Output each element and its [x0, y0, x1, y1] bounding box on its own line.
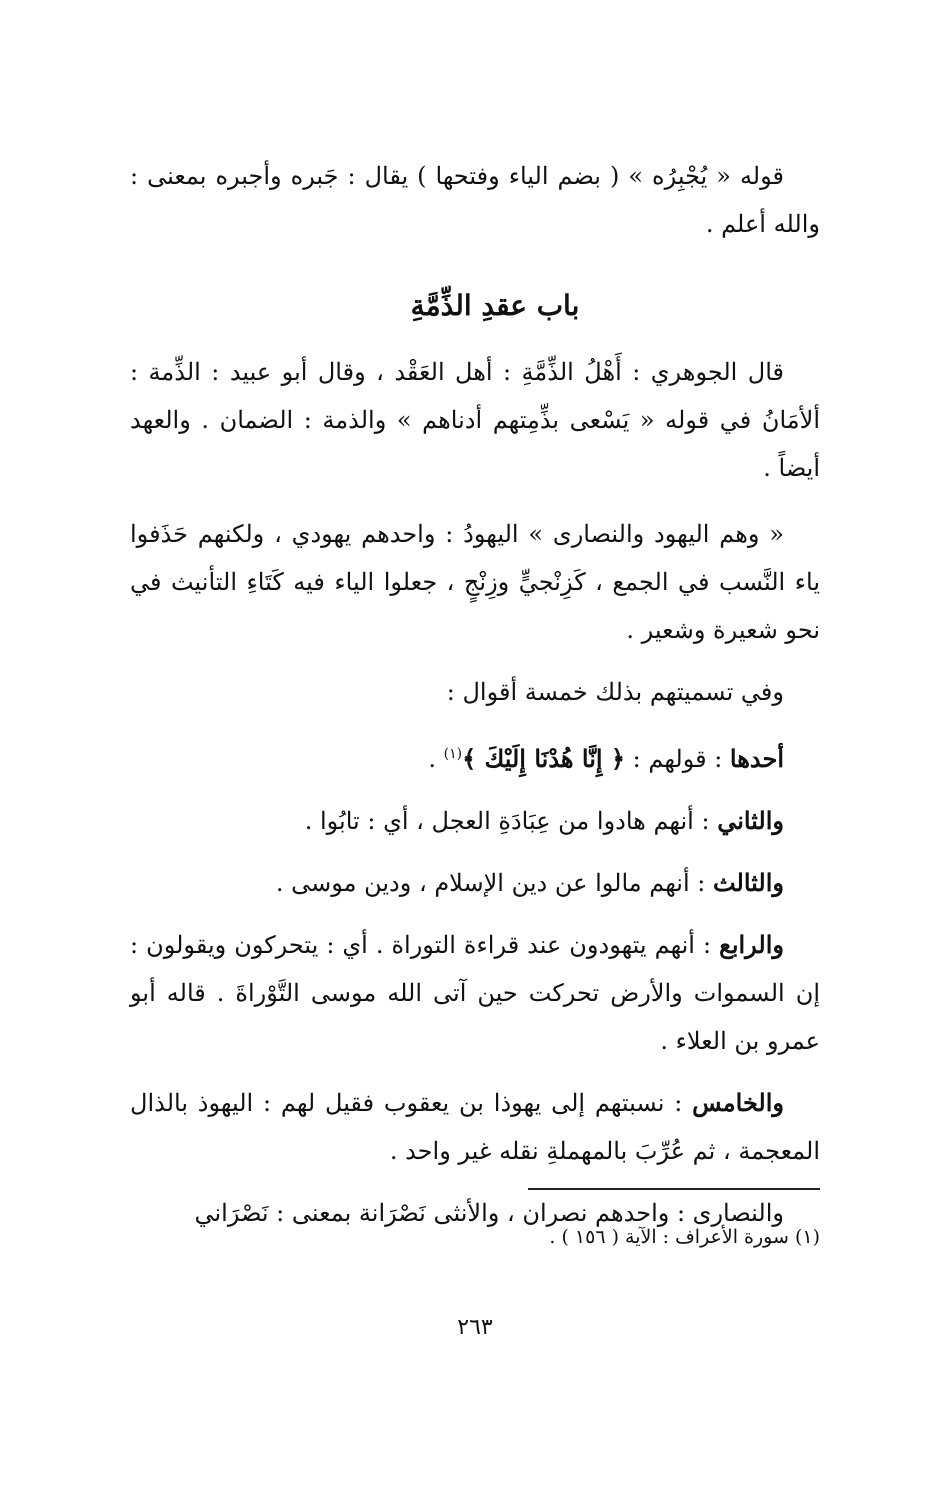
- fifth-saying-text: : نسبتهم إلى يهوذا بن يعقوب فقيل لهم : اليهوذ بالذال المعجمة ، ثم عُرِّبَ بالمهملةِ نقله غير واحد .: [130, 1089, 820, 1165]
- third-saying-label: والثالث: [712, 868, 784, 897]
- first-saying-label: أحدها: [729, 744, 784, 773]
- paragraph-five-sayings: وفي تسميتهم بذلك خمسة أقوال :: [446, 678, 784, 706]
- quran-verse: ﴿ إِنَّا هُدْنَا إِلَيْكَ ﴾: [462, 744, 626, 773]
- footnote-reference: (١): [443, 746, 463, 762]
- third-saying-text: : أنهم مالوا عن دين الإسلام ، ودين موسى .: [275, 869, 713, 897]
- first-saying-end: .: [428, 745, 444, 773]
- paragraph-jews-christians: « وهم اليهود والنصارى » اليهودُ : واحدهم يهودي ، ولكنهم حَذَفوا ياء النَّسب في الجمع ، كَزِنْجيٍّ وزِنْجٍ ، جعلوا الياء فيه كَتَاءِ التأنيث في نحو شعيرة وشعير .: [130, 520, 820, 644]
- fourth-saying-label: والرابع: [719, 930, 784, 959]
- paragraph-christians: والنصارى : واحدهم نصران ، والأنثى نَصْرَانة بمعنى : نَصْرَاني: [194, 1199, 784, 1227]
- fifth-saying-label: والخامس: [692, 1088, 784, 1117]
- paragraph-jawhari: قال الجوهري : أَهْلُ الذِّمَّةِ : أهل العَقْد ، وقال أبو عبيد : الذِّمة : ألأمَانُ في قوله « يَسْعى بذِّمِتهم أدناهم » والذمة : الضمان . والعهد أيضاً .: [130, 358, 820, 482]
- paragraph-fourth-saying: [130, 921, 820, 1065]
- paragraph-intro: قوله « يُجْبِرُه » ( بضم الياء وفتحها ) يقال : جَبره وأجبره بمعنى : والله أعلم .: [130, 162, 820, 238]
- second-saying-label: والثاني: [717, 806, 784, 835]
- footnote-divider: [528, 1188, 820, 1190]
- paragraph-first-saying: [130, 730, 820, 783]
- footnote: (١) سورة الأعراف : الآية ( ١٥٦ ) .: [549, 1226, 820, 1248]
- paragraph-third-saying: [130, 859, 820, 907]
- paragraph-fifth-saying: [130, 1079, 820, 1175]
- paragraph-second-saying: [130, 797, 820, 845]
- second-saying-text: : أنهم هادوا من عِبَادَةِ العجل ، أي : تابُوا .: [304, 807, 718, 835]
- fourth-saying-text: : أنهم يتهودون عند قراءة التوراة . أي : يتحركون ويقولون : إن السموات والأرض تحركت حين آتى الله موسى التَّوْراةَ . قاله أبو عمرو بن العلاء .: [130, 931, 820, 1055]
- page-number: ٢٦٣: [457, 1315, 493, 1340]
- main-text: [130, 152, 820, 1237]
- first-saying-text: : قولهم :: [625, 745, 730, 773]
- section-title: باب عقدِ الذِّمَّةِ: [410, 289, 580, 322]
